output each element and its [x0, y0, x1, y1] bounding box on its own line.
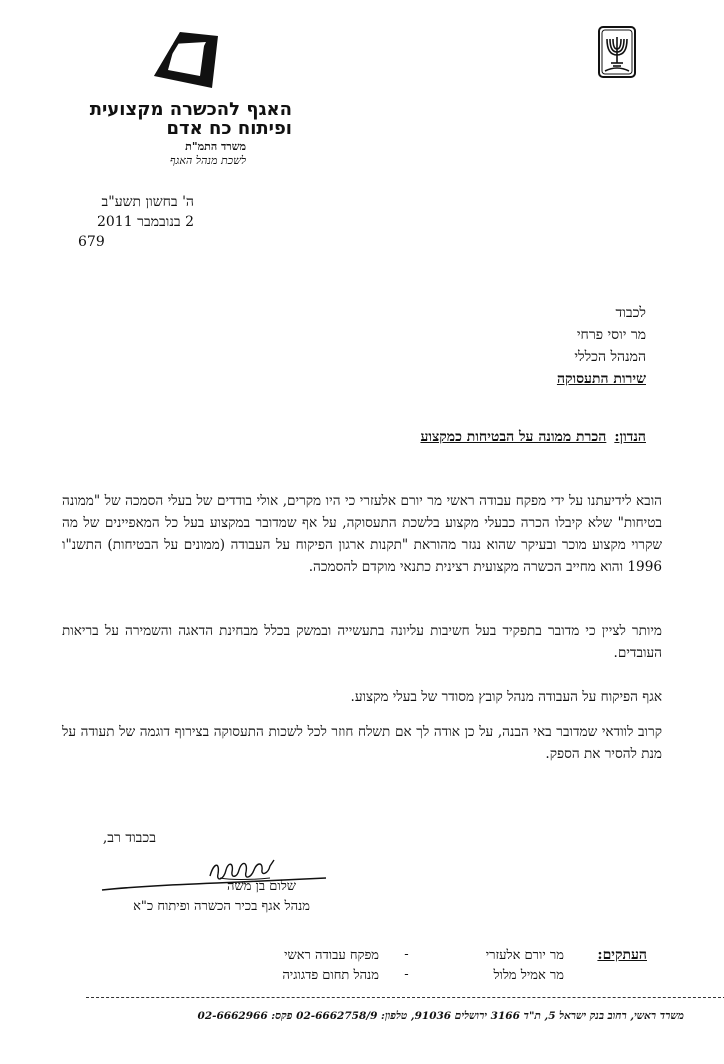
cc-role: מפקח עבודה ראשי	[284, 948, 379, 963]
body-paragraph-1: הובא לידיעתנו על ידי מפקח עבודה ראשי מר יורם אלעזרי כי היו מקרים, אולי בודדים של בעלי הסמכה של "ממונה בטיחות" שלא קיבלו הכרה כבעלי מקצוע בלשכת התעסוקה, על אף שמדובר במקצוע בעל כל המאפיינים של מה שקרוי מקצוע מוכר ובעיקר שהוא נגזר מהוראת "תקנות ארגון הפיקוח על העבודה (ממונים על הבטיחות) התשנ"ו 1996 והוא מחייב הכשרה מקצועית רצינית כתנאי מוקדם להסמכה.	[62, 493, 662, 575]
subject-label: הנדון:	[614, 429, 646, 445]
cc-row	[164, 947, 564, 963]
recipient-block	[346, 302, 646, 390]
state-emblem-icon	[597, 25, 637, 80]
reference-number: 679	[78, 234, 105, 250]
recipient-honorific: לכבוד	[615, 305, 646, 321]
ministry-name: משרד התמ"ת	[185, 140, 246, 153]
closing-salutation: בכבוד רב,	[102, 830, 156, 846]
office-name: לשכת מנהל האגף	[169, 154, 246, 167]
hebrew-date: ה' בחשון תשע"ב	[101, 194, 194, 210]
gregorian-date: 2 בנובמבר 2011	[96, 214, 194, 230]
footer-address: משרד ראשי, רחוב בנק ישראל 5, ת"ד 3166 ירושלים 91036, טלפון: 02-6662758/9 פקס: 02-6662966	[197, 1010, 684, 1022]
cc-dash: -	[404, 967, 409, 982]
subject-line	[246, 429, 646, 446]
cc-row	[164, 967, 564, 983]
recipient-organization: שירות התעסוקה	[556, 371, 646, 387]
recipient-name: מר יוסי פרחי	[576, 327, 646, 343]
department-logo-icon	[150, 30, 224, 92]
cc-role: מנהל תחום פדגוגיה	[282, 968, 379, 983]
footer-divider	[86, 997, 724, 998]
cc-name: מר יורם אלעזרי	[485, 948, 564, 963]
subject-text: הכרת ממונה על הבטיחות כמקצוע	[420, 429, 607, 445]
body-paragraph-2: מיותר לציין כי מדובר בתפקיד בעל חשיבות עליונה בתעשייה ובמשק בכלל מבחינת הדאגה והשמירה על בריאות העובדים.	[62, 623, 662, 661]
cc-dash: -	[404, 947, 409, 962]
cc-name: מר אמיל מלול	[493, 968, 564, 983]
department-name	[32, 100, 292, 138]
signer-title: מנהל אגף בכיר הכשרה ופיתוח כ"א	[133, 899, 310, 914]
department-name-line1: האגף להכשרה מקצועית	[89, 99, 292, 120]
recipient-title: המנהל הכללי	[574, 349, 646, 365]
body-paragraph-3: אגף הפיקוח על העבודה מנהל קובץ מסודר של בעלי מקצוע.	[350, 689, 662, 705]
body-paragraph-4: קרוב לוודאי שמדובר באי הבנה, על כן אודה לך אם תשלח חוזר לכל לשכות התעסוקה בצירוף דוגמה של תעודה על מנת להסיר את הספק.	[62, 724, 662, 762]
department-name-line2: ופיתוח כח אדם	[166, 118, 292, 139]
signer-name: שלום בן משה	[227, 879, 296, 894]
cc-label: העתקים:	[597, 947, 647, 963]
